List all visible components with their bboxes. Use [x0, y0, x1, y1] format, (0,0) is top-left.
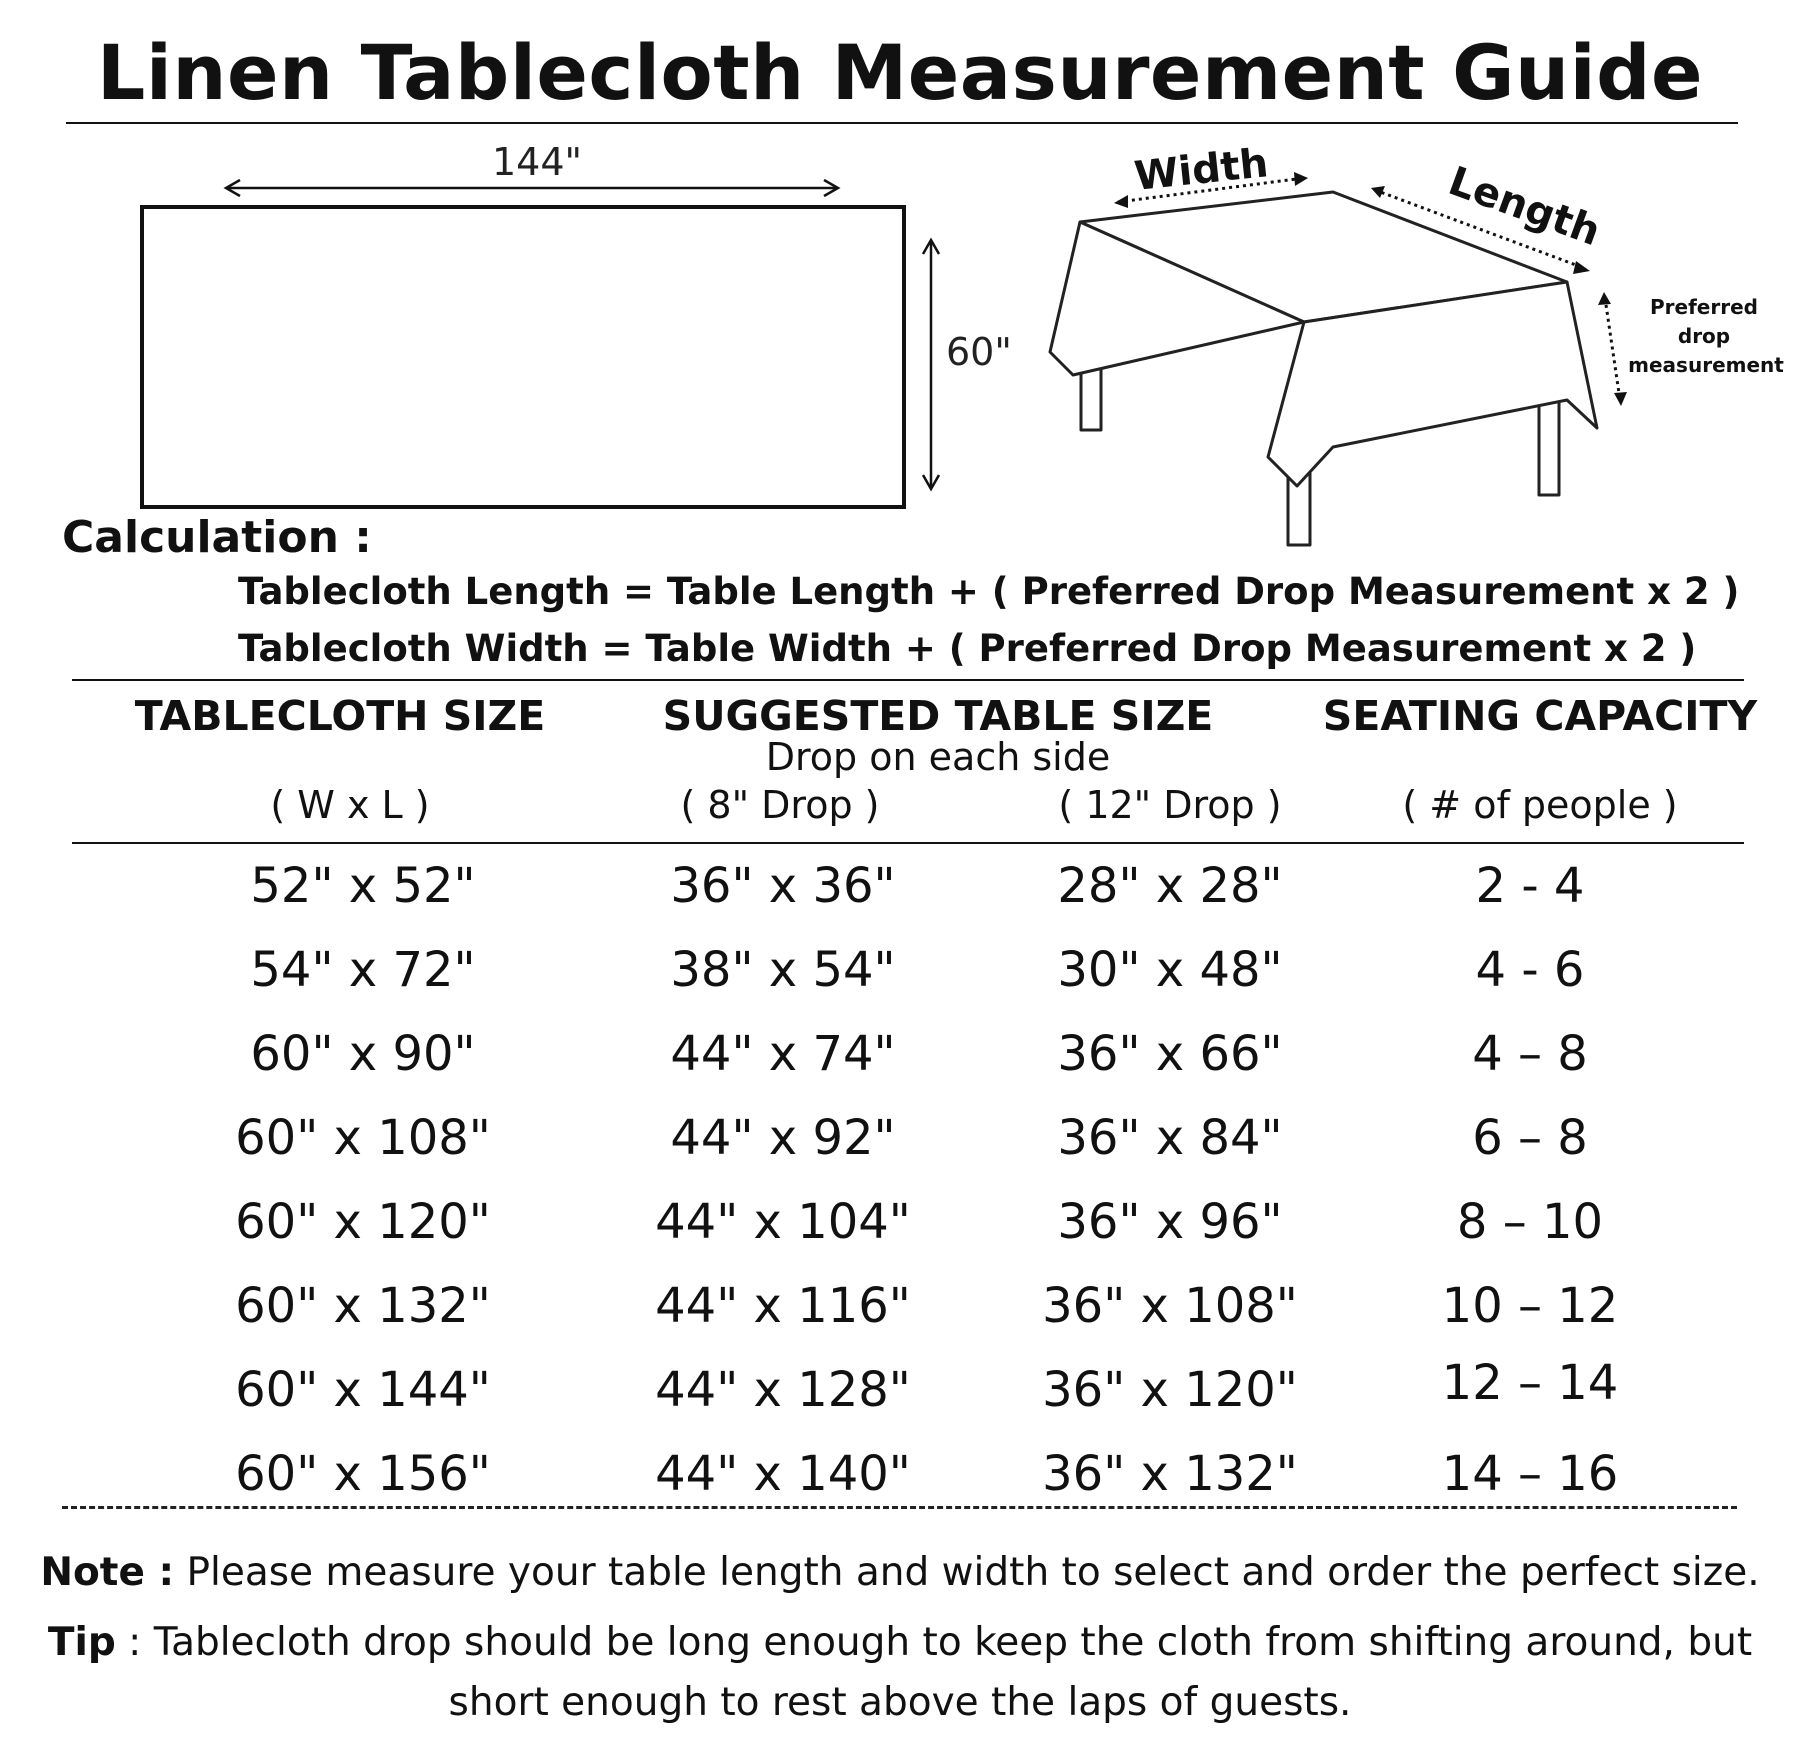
tip-text: : Tablecloth drop should be long enough to keep the cloth from shifting around, but	[115, 1620, 1753, 1665]
cell-seating: 6 – 8	[1472, 1110, 1588, 1166]
table-top-divider	[72, 679, 1744, 681]
table-leg-right	[1539, 400, 1559, 495]
cell-size: 60" x 132"	[235, 1278, 491, 1334]
footer-dashed-divider	[62, 1506, 1737, 1509]
cell-seating: 4 – 8	[1472, 1026, 1588, 1082]
header-drop12: ( 12" Drop )	[1058, 783, 1282, 827]
flat-tablecloth-diagram	[0, 130, 1060, 520]
cell-size: 60" x 144"	[235, 1362, 491, 1418]
cell-drop12: 36" x 120"	[1042, 1362, 1298, 1418]
header-drop-note: Drop on each side	[765, 735, 1111, 779]
note-line	[0, 1550, 1800, 1595]
cell-drop8: 36" x 36"	[670, 858, 896, 914]
cell-drop12: 30" x 48"	[1057, 942, 1283, 998]
cell-size: 52" x 52"	[250, 858, 476, 914]
cell-drop12: 36" x 66"	[1057, 1026, 1283, 1082]
cell-seating: 8 – 10	[1456, 1194, 1604, 1250]
cell-seating: 2 - 4	[1475, 858, 1585, 914]
tip-label: Tip	[47, 1620, 116, 1665]
header-size-sub: ( W x L )	[270, 783, 430, 827]
cell-seating: 10 – 12	[1441, 1278, 1619, 1334]
cell-size: 60" x 156"	[235, 1446, 491, 1502]
length-label: Length	[1442, 158, 1607, 256]
cell-seating: 4 - 6	[1475, 942, 1585, 998]
flat-tablecloth-rect	[142, 207, 904, 507]
tip-line	[0, 1620, 1800, 1665]
cell-seating: 12 – 14	[1441, 1355, 1619, 1411]
cell-drop8: 44" x 74"	[670, 1026, 896, 1082]
cell-seating: 14 – 16	[1441, 1446, 1619, 1502]
drop-label-2: drop	[1677, 324, 1731, 348]
flat-width-label: 144"	[492, 140, 583, 184]
header-seating-capacity: SEATING CAPACITY	[1322, 692, 1758, 740]
cell-drop12: 36" x 132"	[1042, 1446, 1298, 1502]
tip-line-2: short enough to rest above the laps of guests.	[448, 1680, 1352, 1725]
note-label: Note :	[40, 1550, 175, 1595]
header-seating-sub: ( # of people )	[1402, 783, 1678, 827]
cell-drop8: 44" x 104"	[655, 1194, 911, 1250]
cell-drop8: 44" x 140"	[655, 1446, 911, 1502]
page-title: Linen Tablecloth Measurement Guide	[96, 28, 1704, 117]
header-suggested-table-size: SUGGESTED TABLE SIZE	[662, 692, 1214, 740]
table-header-divider	[72, 842, 1744, 844]
width-label: Width	[1132, 140, 1271, 200]
cell-drop8: 44" x 116"	[655, 1278, 911, 1334]
header-tablecloth-size: TABLECLOTH SIZE	[134, 692, 546, 740]
drop-label-1: Preferred	[1650, 295, 1758, 319]
calculation-heading: Calculation :	[62, 512, 372, 563]
formula-width: Tablecloth Width = Table Width + ( Preferred Drop Measurement x 2 )	[238, 627, 1697, 670]
note-text: Please measure your table length and width to select and order the perfect size.	[174, 1550, 1760, 1595]
cell-size: 60" x 108"	[235, 1110, 491, 1166]
cell-drop12: 36" x 84"	[1057, 1110, 1283, 1166]
cell-drop12: 28" x 28"	[1057, 858, 1283, 914]
cell-size: 60" x 120"	[235, 1194, 491, 1250]
title-divider	[66, 122, 1738, 124]
cell-drop8: 44" x 128"	[655, 1362, 911, 1418]
drop-label-3: measurement	[1628, 353, 1784, 377]
cell-size: 54" x 72"	[250, 942, 476, 998]
table-illustration	[1040, 130, 1784, 550]
header-drop8: ( 8" Drop )	[680, 783, 880, 827]
cell-drop12: 36" x 108"	[1042, 1278, 1298, 1334]
cell-drop8: 38" x 54"	[670, 942, 896, 998]
cell-drop12: 36" x 96"	[1057, 1194, 1283, 1250]
flat-height-label: 60"	[946, 330, 1012, 374]
cell-size: 60" x 90"	[250, 1026, 476, 1082]
cell-drop8: 44" x 92"	[670, 1110, 896, 1166]
formula-length: Tablecloth Length = Table Length + ( Preferred Drop Measurement x 2 )	[238, 570, 1740, 613]
